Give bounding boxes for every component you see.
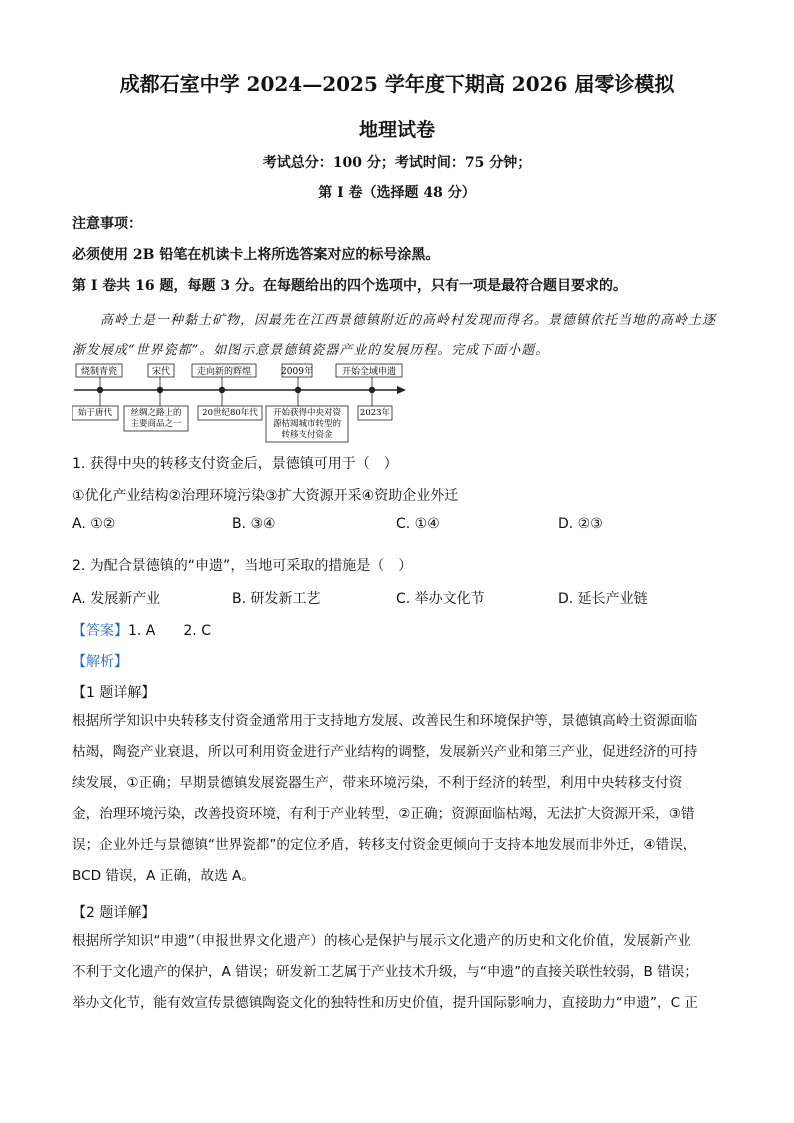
exam-subtitle: 地理试卷	[358, 119, 435, 141]
detail2-line: 不利于文化遗产的保护，A 错误；研发新工艺属于产业技术升级，与“申遗”的直接关联性较弱，B 错误；	[72, 964, 698, 980]
q1-option-c: C. ①④	[396, 516, 440, 532]
q2-option-c: C. 举办文化节	[396, 591, 485, 607]
timeline-bottom-label: 始于唐代	[77, 408, 113, 418]
material-line-2: 渐发展成“世界瓷都”。如图示意景德镇瓷器产业的发展历程。完成下面小题。	[72, 343, 550, 358]
answer-line	[72, 620, 211, 640]
detail1-line: BCD 错误，A 正确，故选 A。	[72, 868, 255, 884]
q2-option-a: A. 发展新产业	[72, 591, 161, 607]
answer-value: 1. A 2. C	[128, 623, 211, 639]
timeline-bottom-label: 主要商品之一	[130, 419, 182, 429]
answer-tag: 【答案】	[72, 623, 128, 639]
q2-option-d: D. 延长产业链	[558, 591, 648, 607]
timeline-bottom-label: 开始获得中央对资	[272, 408, 342, 418]
exam-info: 考试总分：100 分；考试时间：75 分钟；	[262, 155, 532, 171]
detail1-tag: 【1 题详解】	[72, 685, 156, 701]
exam-title: 成都石室中学 2024—2025 学年度下期高 2026 届零诊模拟	[119, 72, 675, 96]
q1-option-b: B. ③④	[232, 516, 276, 532]
timeline-bottom-label: 2023年	[359, 408, 391, 418]
q1-items: ①优化产业结构②治理环境污染③扩大资源开采④资助企业外迁	[72, 488, 459, 504]
notice-line-1: 必须使用 2B 铅笔在机读卡上将所选答案对应的标号涂黑。	[72, 247, 440, 263]
timeline-top-label: 宋代	[151, 367, 171, 377]
notice-label: 注意事项：	[72, 216, 142, 232]
timeline-bottom-label: 转移支付资金	[281, 430, 333, 440]
detail1-line: 金，治理环境污染，改善投资环境，有利于产业转型，②正确；资源面临枯竭，无法扩大资源开采，③错	[72, 806, 695, 822]
detail1-line: 根据所学知识中央转移支付资金通常用于支持地方发展、改善民生和环境保护等，景德镇高岭土资源面临	[72, 713, 698, 729]
material-line-1: 高岭土是一种黏土矿物，因最先在江西景德镇附近的高岭村发现而得名。景德镇依托当地的高岭土逐	[100, 313, 717, 328]
q2-option-b: B. 研发新工艺	[232, 591, 321, 607]
timeline-top-label: 烧制青瓷	[80, 367, 118, 377]
timeline-top-label: 开始全域申遗	[341, 367, 397, 377]
detail2-body	[72, 926, 722, 1019]
timeline-bottom-label: 20世纪80年代	[202, 408, 258, 418]
detail1-line: 续发展，①正确；早期景德镇发展瓷器生产，带来环境污染，不利于经济的转型，利用中央转移支付资	[72, 775, 683, 791]
detail2-line: 根据所学知识“申遗”（申报世界文化遗产）的核心是保护与展示文化遗产的历史和文化价值，发展新产业	[72, 933, 692, 949]
detail1-line: 枯竭，陶瓷产业衰退，所以可利用资金进行产业结构的调整，发展新兴产业和第三产业，促进经济的可持	[72, 744, 698, 760]
detail1-line: 误；企业外迁与景德镇“世界瓷都”的定位矛盾，转移支付资金更倾向于支持本地发展而非外迁，④错误，	[72, 837, 697, 853]
timeline-top-label: 走向新的辉煌	[196, 367, 252, 377]
analysis-tag: 【解析】	[72, 654, 128, 670]
q1-option-d: D. ②③	[558, 516, 603, 532]
timeline-figure	[72, 362, 412, 444]
timeline-bottom-label: 丝绸之路上的	[130, 408, 182, 418]
detail1-body	[72, 706, 722, 892]
notice-line-2: 第 I 卷共 16 题，每题 3 分。在每题给出的四个选项中，只有一项是最符合题目要求的。	[72, 278, 628, 294]
detail2-tag: 【2 题详解】	[72, 905, 156, 921]
q1-option-a: A. ①②	[72, 516, 116, 532]
timeline-top-label: 2009年	[281, 367, 313, 377]
detail2-line: 举办文化节，能有效宣传景德镇陶瓷文化的独特性和历史价值，提升国际影响力，直接助力“申遗”，C 正	[72, 995, 699, 1011]
q2-stem: 2. 为配合景德镇的“申遗”，当地可采取的措施是（ ）	[72, 558, 413, 574]
timeline-bottom-label: 源枯竭城市转型的	[272, 419, 342, 429]
q1-stem: 1. 获得中央的转移支付资金后，景德镇可用于（ ）	[72, 456, 398, 472]
part-title: 第 I 卷（选择题 48 分）	[318, 185, 476, 201]
timeline-arrow	[397, 386, 406, 394]
